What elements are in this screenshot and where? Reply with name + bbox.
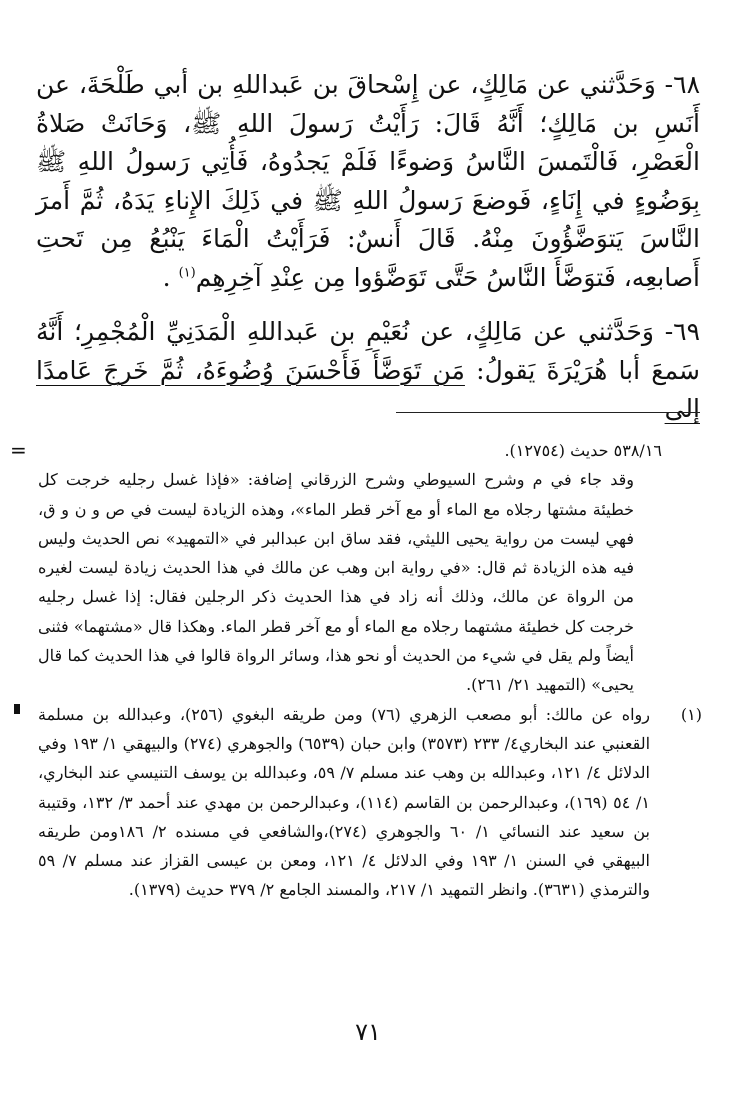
main-text	[36, 66, 700, 429]
page-number: ٧١	[355, 1018, 381, 1046]
hadith-68-end: .	[162, 262, 179, 292]
footnote-note-text: وقد جاء في م وشرح السيوطي وشرح الزرقاني إضافة: «فإذا غسل رجليه خرجت كل خطيئة مشتها رجلاه مع الماء أو مع آخر قطر الماء»، وهذه الزيادة ليست في ص و ن و ق، فهي ليست من رواية يحيى الليثي، فقد ساق ابن عبدالبر في «التمهيد» نص الحديث وليس فيه هذه الزيادة ثم قال: «في رواية ابن وهب عن مالك في هذا الحديث زيادة ليست لغيره من الرواة عن مالك، وذلك أنه زاد في هذا الحديث ذكر الرجلين فقال: إذا غسل رجليه خرجت كل خطيئة مشتهما رجلاه مع الماء أو مع آخر قطر الماء. وهكذا قال «مشتهما» فثنى أيضاً ولم يقل في شيء من الحديث أو نحو هذا، وسائر الرواة قالوا في هذا الحديث كما قال يحيى» (التمهيد ٢١/ ٢٦١).	[38, 470, 634, 695]
hadith-68-text: ٦٨- وَحَدَّثني عن مَالِكٍ، عن إِسْحاقَ بن عَبداللهِ بن أبي طَلْحَةَ، عن أَنَسِ بن مَالِكٍ؛ أَنَّهُ قَالَ: رَأَيْتُ رَسولَ اللهِ ﷺ، وَحَانَتْ صَلاةُ الْعَصْرِ، فَالْتَمسَ النَّاسُ وَضوءًا فَلَمْ يَجدُوهُ، فَأُتِي رَسولُ اللهِ ﷺ بِوَضُوءٍ في إِنَاءٍ، فَوضعَ رَسولُ اللهِ ﷺ في ذَلِكَ الإِناءِ يَدَهُ، ثُمَّ أَمرَ النَّاسَ يَتوَضَّؤُونَ مِنْهُ. قَالَ أَنسٌ: فَرَأَيْتُ الْمَاءَ يَنْبُعُ مِن تَحتِ أَصابعِه، فَتوَضَّأَ النَّاسُ حَتَّى تَوَضَّؤوا مِن عِنْدِ آخِرِهِم	[36, 70, 700, 292]
hadith-69-text: ٦٩- وَحَدَّثني عن مَالِكٍ، عن نُعَيْمِ بن عَبداللهِ الْمَدَنِيِّ الْمُجْمِرِ؛ أَنَّهُ سَمعَ أبا هُرَيْرَةَ يَقولُ:	[36, 317, 701, 385]
footnote-1-text: رواه عن مالك: أبو مصعب الزهري (٧٦) ومن طريقه البغوي (٢٥٦)، وعبدالله بن مسلمة القعنبي عند البخاري٤/ ٢٣٣ (٣٥٧٣) وابن حبان (٦٥٣٩) والجوهري (٢٧٤) والبيهقي ١/ ١٩٣ وفي الدلائل ٤/ ١٢١، وعبدالله بن وهب عند مسلم ٧/ ٥٩، وعبدالله بن يوسف التنيسي عند البخاري، ١/ ٥٤ (١٦٩)، وعبدالرحمن بن القاسم (١١٤)، وعبدالرحمن بن مهدي عند أحمد ٣/ ١٣٢، وقتيبة بن سعيد عند النسائي ١/ ٦٠ والجوهري (٢٧٤)،والشافعي في مسنده ٢/ ١٨٦ومن طريقه البيهقي في السنن ١/ ١٩٣ وفي الدلائل ٤/ ١٢١، ومعن بن عيسى القزاز عند مسلم ٧/ ٥٩ والترمذي (٣٦٣١). وانظر التمهيد ١/ ٢١٧، والمسند الجامع ٢/ ٣٧٩ حديث (١٣٧٩).	[38, 704, 651, 900]
hadith-69-underlined-text: مَن تَوَضَّأَ فَأَحْسَنَ وُضُوءَهُ، ثُمَّ خَرجَ عَامدًا إلى	[36, 355, 700, 423]
footnotes	[38, 436, 702, 905]
margin-marker-icon	[14, 704, 20, 714]
footnote-1-number: (١)	[680, 704, 702, 724]
footnote-continuation: ٥٣٨/١٦ حديث (١٢٧٥٤).	[504, 441, 662, 460]
footnote-reference[interactable]: (١)	[178, 265, 196, 281]
footnote-1	[38, 700, 702, 905]
continuation-mark: =	[10, 438, 27, 462]
footnote-note-paragraph	[38, 465, 702, 699]
footnote-separator	[396, 412, 700, 413]
hadith-68	[36, 66, 700, 297]
